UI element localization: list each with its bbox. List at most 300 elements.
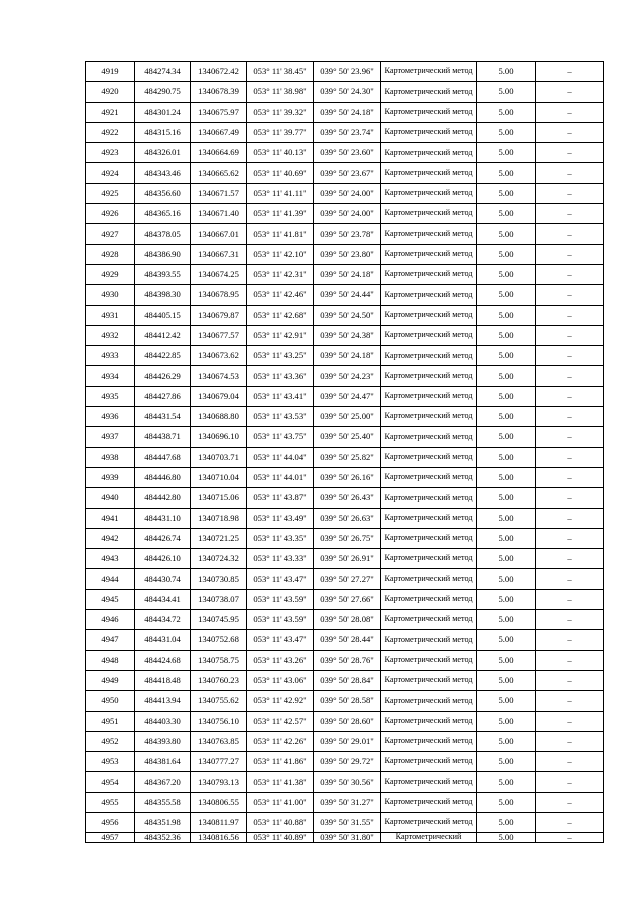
y-coordinate-cell: 1340763.85: [191, 731, 247, 751]
accuracy-cell: 5.00: [477, 102, 536, 122]
note-cell: –: [536, 264, 604, 284]
latitude-cell: 053° 11' 41.81": [247, 224, 314, 244]
latitude-cell: 053° 11' 40.13": [247, 143, 314, 163]
y-coordinate-cell: 1340678.39: [191, 82, 247, 102]
accuracy-cell: 5.00: [477, 427, 536, 447]
point-number-cell: 4954: [86, 772, 135, 792]
latitude-cell: 053° 11' 43.35": [247, 528, 314, 548]
note-cell: –: [536, 285, 604, 305]
method-cell: Картометрический метод: [381, 325, 477, 345]
y-coordinate-cell: 1340755.62: [191, 691, 247, 711]
method-cell: Картометрический метод: [381, 731, 477, 751]
table-row: [86, 691, 604, 711]
point-number-cell: 4956: [86, 812, 135, 832]
longitude-cell: 039° 50' 26.91": [314, 549, 381, 569]
table-row: [86, 630, 604, 650]
table-row: [86, 467, 604, 487]
point-number-cell: 4929: [86, 264, 135, 284]
latitude-cell: 053° 11' 42.10": [247, 244, 314, 264]
x-coordinate-cell: 484393.55: [135, 264, 191, 284]
note-cell: –: [536, 731, 604, 751]
accuracy-cell: 5.00: [477, 224, 536, 244]
table-row: [86, 752, 604, 772]
x-coordinate-cell: 484431.10: [135, 508, 191, 528]
method-cell: Картометрический метод: [381, 528, 477, 548]
x-coordinate-cell: 484301.24: [135, 102, 191, 122]
method-cell: Картометрический метод: [381, 711, 477, 731]
x-coordinate-cell: 484405.15: [135, 305, 191, 325]
point-number-cell: 4957: [86, 833, 135, 843]
accuracy-cell: 5.00: [477, 610, 536, 630]
longitude-cell: 039° 50' 24.00": [314, 183, 381, 203]
note-cell: –: [536, 772, 604, 792]
x-coordinate-cell: 484326.01: [135, 143, 191, 163]
point-number-cell: 4931: [86, 305, 135, 325]
accuracy-cell: 5.00: [477, 325, 536, 345]
longitude-cell: 039° 50' 23.74": [314, 122, 381, 142]
table-row: [86, 346, 604, 366]
point-number-cell: 4934: [86, 366, 135, 386]
x-coordinate-cell: 484434.72: [135, 610, 191, 630]
note-cell: –: [536, 62, 604, 82]
note-cell: –: [536, 407, 604, 427]
coordinates-table-body: [86, 62, 604, 843]
note-cell: –: [536, 163, 604, 183]
y-coordinate-cell: 1340793.13: [191, 772, 247, 792]
y-coordinate-cell: 1340760.23: [191, 670, 247, 690]
x-coordinate-cell: 484274.34: [135, 62, 191, 82]
longitude-cell: 039° 50' 26.75": [314, 528, 381, 548]
x-coordinate-cell: 484434.41: [135, 589, 191, 609]
longitude-cell: 039° 50' 23.80": [314, 244, 381, 264]
x-coordinate-cell: 484352.36: [135, 833, 191, 843]
accuracy-cell: 5.00: [477, 589, 536, 609]
longitude-cell: 039° 50' 24.18": [314, 264, 381, 284]
accuracy-cell: 5.00: [477, 508, 536, 528]
longitude-cell: 039° 50' 26.63": [314, 508, 381, 528]
note-cell: –: [536, 305, 604, 325]
y-coordinate-cell: 1340816.56: [191, 833, 247, 843]
latitude-cell: 053° 11' 41.86": [247, 752, 314, 772]
accuracy-cell: 5.00: [477, 163, 536, 183]
method-cell: Картометрический метод: [381, 163, 477, 183]
x-coordinate-cell: 484442.80: [135, 488, 191, 508]
point-number-cell: 4919: [86, 62, 135, 82]
note-cell: –: [536, 812, 604, 832]
longitude-cell: 039° 50' 28.08": [314, 610, 381, 630]
point-number-cell: 4921: [86, 102, 135, 122]
latitude-cell: 053° 11' 42.26": [247, 731, 314, 751]
x-coordinate-cell: 484355.58: [135, 792, 191, 812]
latitude-cell: 053° 11' 43.41": [247, 386, 314, 406]
longitude-cell: 039° 50' 27.27": [314, 569, 381, 589]
point-number-cell: 4946: [86, 610, 135, 630]
y-coordinate-cell: 1340715.06: [191, 488, 247, 508]
note-cell: –: [536, 833, 604, 843]
longitude-cell: 039° 50' 29.72": [314, 752, 381, 772]
point-number-cell: 4928: [86, 244, 135, 264]
point-number-cell: 4947: [86, 630, 135, 650]
method-cell: Картометрический метод: [381, 102, 477, 122]
table-row: [86, 285, 604, 305]
y-coordinate-cell: 1340696.10: [191, 427, 247, 447]
longitude-cell: 039° 50' 25.82": [314, 447, 381, 467]
accuracy-cell: 5.00: [477, 285, 536, 305]
table-row: [86, 488, 604, 508]
accuracy-cell: 5.00: [477, 366, 536, 386]
note-cell: –: [536, 711, 604, 731]
accuracy-cell: 5.00: [477, 549, 536, 569]
method-cell: Картометрический метод: [381, 244, 477, 264]
method-cell: Картометрический: [381, 833, 477, 843]
method-cell: Картометрический метод: [381, 691, 477, 711]
y-coordinate-cell: 1340811.97: [191, 812, 247, 832]
x-coordinate-cell: 484431.54: [135, 407, 191, 427]
latitude-cell: 053° 11' 43.59": [247, 610, 314, 630]
method-cell: Картометрический метод: [381, 650, 477, 670]
table-row: [86, 204, 604, 224]
point-number-cell: 4953: [86, 752, 135, 772]
method-cell: Картометрический метод: [381, 183, 477, 203]
point-number-cell: 4932: [86, 325, 135, 345]
y-coordinate-cell: 1340718.98: [191, 508, 247, 528]
accuracy-cell: 5.00: [477, 183, 536, 203]
table-row: [86, 305, 604, 325]
y-coordinate-cell: 1340674.53: [191, 366, 247, 386]
y-coordinate-cell: 1340671.40: [191, 204, 247, 224]
accuracy-cell: 5.00: [477, 772, 536, 792]
accuracy-cell: 5.00: [477, 670, 536, 690]
note-cell: –: [536, 102, 604, 122]
note-cell: –: [536, 610, 604, 630]
x-coordinate-cell: 484430.74: [135, 569, 191, 589]
method-cell: Картометрический метод: [381, 264, 477, 284]
note-cell: –: [536, 386, 604, 406]
x-coordinate-cell: 484413.94: [135, 691, 191, 711]
longitude-cell: 039° 50' 23.78": [314, 224, 381, 244]
accuracy-cell: 5.00: [477, 630, 536, 650]
method-cell: Картометрический метод: [381, 285, 477, 305]
latitude-cell: 053° 11' 41.00": [247, 792, 314, 812]
x-coordinate-cell: 484424.68: [135, 650, 191, 670]
longitude-cell: 039° 50' 27.66": [314, 589, 381, 609]
point-number-cell: 4949: [86, 670, 135, 690]
table-row: [86, 325, 604, 345]
latitude-cell: 053° 11' 41.38": [247, 772, 314, 792]
point-number-cell: 4942: [86, 528, 135, 548]
accuracy-cell: 5.00: [477, 305, 536, 325]
latitude-cell: 053° 11' 43.53": [247, 407, 314, 427]
longitude-cell: 039° 50' 24.18": [314, 102, 381, 122]
x-coordinate-cell: 484412.42: [135, 325, 191, 345]
note-cell: –: [536, 467, 604, 487]
y-coordinate-cell: 1340679.04: [191, 386, 247, 406]
latitude-cell: 053° 11' 43.36": [247, 366, 314, 386]
table-row: [86, 812, 604, 832]
latitude-cell: 053° 11' 42.68": [247, 305, 314, 325]
method-cell: Картометрический метод: [381, 752, 477, 772]
accuracy-cell: 5.00: [477, 467, 536, 487]
note-cell: –: [536, 792, 604, 812]
longitude-cell: 039° 50' 24.50": [314, 305, 381, 325]
method-cell: Картометрический метод: [381, 224, 477, 244]
method-cell: Картометрический метод: [381, 670, 477, 690]
note-cell: –: [536, 569, 604, 589]
method-cell: Картометрический метод: [381, 549, 477, 569]
note-cell: –: [536, 183, 604, 203]
point-number-cell: 4950: [86, 691, 135, 711]
point-number-cell: 4948: [86, 650, 135, 670]
note-cell: –: [536, 427, 604, 447]
note-cell: –: [536, 204, 604, 224]
longitude-cell: 039° 50' 24.38": [314, 325, 381, 345]
longitude-cell: 039° 50' 25.00": [314, 407, 381, 427]
latitude-cell: 053° 11' 43.06": [247, 670, 314, 690]
table-row: [86, 447, 604, 467]
table-row: [86, 772, 604, 792]
latitude-cell: 053° 11' 43.26": [247, 650, 314, 670]
longitude-cell: 039° 50' 25.40": [314, 427, 381, 447]
table-row: [86, 569, 604, 589]
y-coordinate-cell: 1340745.95: [191, 610, 247, 630]
latitude-cell: 053° 11' 43.47": [247, 569, 314, 589]
latitude-cell: 053° 11' 44.04": [247, 447, 314, 467]
note-cell: –: [536, 82, 604, 102]
table-row: [86, 163, 604, 183]
y-coordinate-cell: 1340724.32: [191, 549, 247, 569]
point-number-cell: 4938: [86, 447, 135, 467]
longitude-cell: 039° 50' 29.01": [314, 731, 381, 751]
method-cell: Картометрический метод: [381, 812, 477, 832]
method-cell: Картометрический метод: [381, 467, 477, 487]
table-row: [86, 224, 604, 244]
latitude-cell: 053° 11' 44.01": [247, 467, 314, 487]
point-number-cell: 4923: [86, 143, 135, 163]
method-cell: Картометрический метод: [381, 772, 477, 792]
latitude-cell: 053° 11' 43.47": [247, 630, 314, 650]
y-coordinate-cell: 1340758.75: [191, 650, 247, 670]
method-cell: Картометрический метод: [381, 630, 477, 650]
longitude-cell: 039° 50' 28.60": [314, 711, 381, 731]
table-row: [86, 670, 604, 690]
method-cell: Картометрический метод: [381, 427, 477, 447]
longitude-cell: 039° 50' 24.47": [314, 386, 381, 406]
accuracy-cell: 5.00: [477, 244, 536, 264]
y-coordinate-cell: 1340677.57: [191, 325, 247, 345]
longitude-cell: 039° 50' 24.44": [314, 285, 381, 305]
accuracy-cell: 5.00: [477, 122, 536, 142]
point-number-cell: 4937: [86, 427, 135, 447]
accuracy-cell: 5.00: [477, 833, 536, 843]
accuracy-cell: 5.00: [477, 143, 536, 163]
latitude-cell: 053° 11' 40.88": [247, 812, 314, 832]
y-coordinate-cell: 1340665.62: [191, 163, 247, 183]
y-coordinate-cell: 1340678.95: [191, 285, 247, 305]
latitude-cell: 053° 11' 41.39": [247, 204, 314, 224]
point-number-cell: 4926: [86, 204, 135, 224]
x-coordinate-cell: 484378.05: [135, 224, 191, 244]
point-number-cell: 4935: [86, 386, 135, 406]
table-row: [86, 386, 604, 406]
table-row: [86, 833, 604, 843]
x-coordinate-cell: 484367.20: [135, 772, 191, 792]
method-cell: Картометрический метод: [381, 122, 477, 142]
latitude-cell: 053° 11' 41.11": [247, 183, 314, 203]
longitude-cell: 039° 50' 28.84": [314, 670, 381, 690]
y-coordinate-cell: 1340675.97: [191, 102, 247, 122]
x-coordinate-cell: 484343.46: [135, 163, 191, 183]
x-coordinate-cell: 484438.71: [135, 427, 191, 447]
table-row: [86, 366, 604, 386]
latitude-cell: 053° 11' 43.33": [247, 549, 314, 569]
table-row: [86, 427, 604, 447]
longitude-cell: 039° 50' 23.60": [314, 143, 381, 163]
point-number-cell: 4943: [86, 549, 135, 569]
method-cell: Картометрический метод: [381, 447, 477, 467]
table-row: [86, 711, 604, 731]
latitude-cell: 053° 11' 42.31": [247, 264, 314, 284]
y-coordinate-cell: 1340777.27: [191, 752, 247, 772]
accuracy-cell: 5.00: [477, 407, 536, 427]
method-cell: Картометрический метод: [381, 488, 477, 508]
point-number-cell: 4939: [86, 467, 135, 487]
longitude-cell: 039° 50' 24.18": [314, 346, 381, 366]
y-coordinate-cell: 1340673.62: [191, 346, 247, 366]
latitude-cell: 053° 11' 38.98": [247, 82, 314, 102]
y-coordinate-cell: 1340730.85: [191, 569, 247, 589]
coordinates-table: [85, 61, 604, 843]
latitude-cell: 053° 11' 40.69": [247, 163, 314, 183]
method-cell: Картометрический метод: [381, 407, 477, 427]
method-cell: Картометрический метод: [381, 569, 477, 589]
table-row: [86, 82, 604, 102]
table-row: [86, 528, 604, 548]
x-coordinate-cell: 484356.60: [135, 183, 191, 203]
accuracy-cell: 5.00: [477, 812, 536, 832]
latitude-cell: 053° 11' 43.49": [247, 508, 314, 528]
x-coordinate-cell: 484422.85: [135, 346, 191, 366]
table-row: [86, 589, 604, 609]
longitude-cell: 039° 50' 31.80": [314, 833, 381, 843]
x-coordinate-cell: 484427.86: [135, 386, 191, 406]
x-coordinate-cell: 484403.30: [135, 711, 191, 731]
latitude-cell: 053° 11' 42.92": [247, 691, 314, 711]
point-number-cell: 4951: [86, 711, 135, 731]
latitude-cell: 053° 11' 43.25": [247, 346, 314, 366]
x-coordinate-cell: 484447.68: [135, 447, 191, 467]
note-cell: –: [536, 528, 604, 548]
point-number-cell: 4945: [86, 589, 135, 609]
x-coordinate-cell: 484398.30: [135, 285, 191, 305]
latitude-cell: 053° 11' 43.87": [247, 488, 314, 508]
accuracy-cell: 5.00: [477, 447, 536, 467]
x-coordinate-cell: 484315.16: [135, 122, 191, 142]
method-cell: Картометрический метод: [381, 62, 477, 82]
note-cell: –: [536, 122, 604, 142]
x-coordinate-cell: 484290.75: [135, 82, 191, 102]
y-coordinate-cell: 1340671.57: [191, 183, 247, 203]
accuracy-cell: 5.00: [477, 528, 536, 548]
y-coordinate-cell: 1340672.42: [191, 62, 247, 82]
table-row: [86, 731, 604, 751]
x-coordinate-cell: 484393.80: [135, 731, 191, 751]
point-number-cell: 4955: [86, 792, 135, 812]
point-number-cell: 4941: [86, 508, 135, 528]
accuracy-cell: 5.00: [477, 386, 536, 406]
latitude-cell: 053° 11' 38.45": [247, 62, 314, 82]
table-row: [86, 102, 604, 122]
point-number-cell: 4933: [86, 346, 135, 366]
accuracy-cell: 5.00: [477, 488, 536, 508]
accuracy-cell: 5.00: [477, 650, 536, 670]
point-number-cell: 4944: [86, 569, 135, 589]
method-cell: Картометрический метод: [381, 366, 477, 386]
method-cell: Картометрический метод: [381, 204, 477, 224]
latitude-cell: 053° 11' 39.32": [247, 102, 314, 122]
note-cell: –: [536, 244, 604, 264]
table-row: [86, 508, 604, 528]
method-cell: Картометрический метод: [381, 589, 477, 609]
accuracy-cell: 5.00: [477, 752, 536, 772]
x-coordinate-cell: 484431.04: [135, 630, 191, 650]
accuracy-cell: 5.00: [477, 792, 536, 812]
longitude-cell: 039° 50' 28.58": [314, 691, 381, 711]
y-coordinate-cell: 1340674.25: [191, 264, 247, 284]
x-coordinate-cell: 484426.29: [135, 366, 191, 386]
accuracy-cell: 5.00: [477, 82, 536, 102]
point-number-cell: 4920: [86, 82, 135, 102]
note-cell: –: [536, 508, 604, 528]
note-cell: –: [536, 447, 604, 467]
method-cell: Картометрический метод: [381, 610, 477, 630]
accuracy-cell: 5.00: [477, 711, 536, 731]
x-coordinate-cell: 484386.90: [135, 244, 191, 264]
longitude-cell: 039° 50' 30.56": [314, 772, 381, 792]
point-number-cell: 4925: [86, 183, 135, 203]
method-cell: Картометрический метод: [381, 386, 477, 406]
point-number-cell: 4930: [86, 285, 135, 305]
longitude-cell: 039° 50' 31.27": [314, 792, 381, 812]
table-row: [86, 792, 604, 812]
accuracy-cell: 5.00: [477, 569, 536, 589]
table-row: [86, 650, 604, 670]
x-coordinate-cell: 484426.74: [135, 528, 191, 548]
accuracy-cell: 5.00: [477, 691, 536, 711]
method-cell: Картометрический метод: [381, 143, 477, 163]
longitude-cell: 039° 50' 26.16": [314, 467, 381, 487]
note-cell: –: [536, 143, 604, 163]
table-row: [86, 62, 604, 82]
point-number-cell: 4936: [86, 407, 135, 427]
point-number-cell: 4922: [86, 122, 135, 142]
method-cell: Картометрический метод: [381, 346, 477, 366]
y-coordinate-cell: 1340738.07: [191, 589, 247, 609]
latitude-cell: 053° 11' 42.46": [247, 285, 314, 305]
accuracy-cell: 5.00: [477, 62, 536, 82]
table-row: [86, 122, 604, 142]
y-coordinate-cell: 1340679.87: [191, 305, 247, 325]
y-coordinate-cell: 1340806.55: [191, 792, 247, 812]
note-cell: –: [536, 589, 604, 609]
longitude-cell: 039° 50' 23.96": [314, 62, 381, 82]
y-coordinate-cell: 1340688.80: [191, 407, 247, 427]
x-coordinate-cell: 484365.16: [135, 204, 191, 224]
x-coordinate-cell: 484381.64: [135, 752, 191, 772]
accuracy-cell: 5.00: [477, 731, 536, 751]
longitude-cell: 039° 50' 31.55": [314, 812, 381, 832]
x-coordinate-cell: 484446.80: [135, 467, 191, 487]
y-coordinate-cell: 1340703.71: [191, 447, 247, 467]
